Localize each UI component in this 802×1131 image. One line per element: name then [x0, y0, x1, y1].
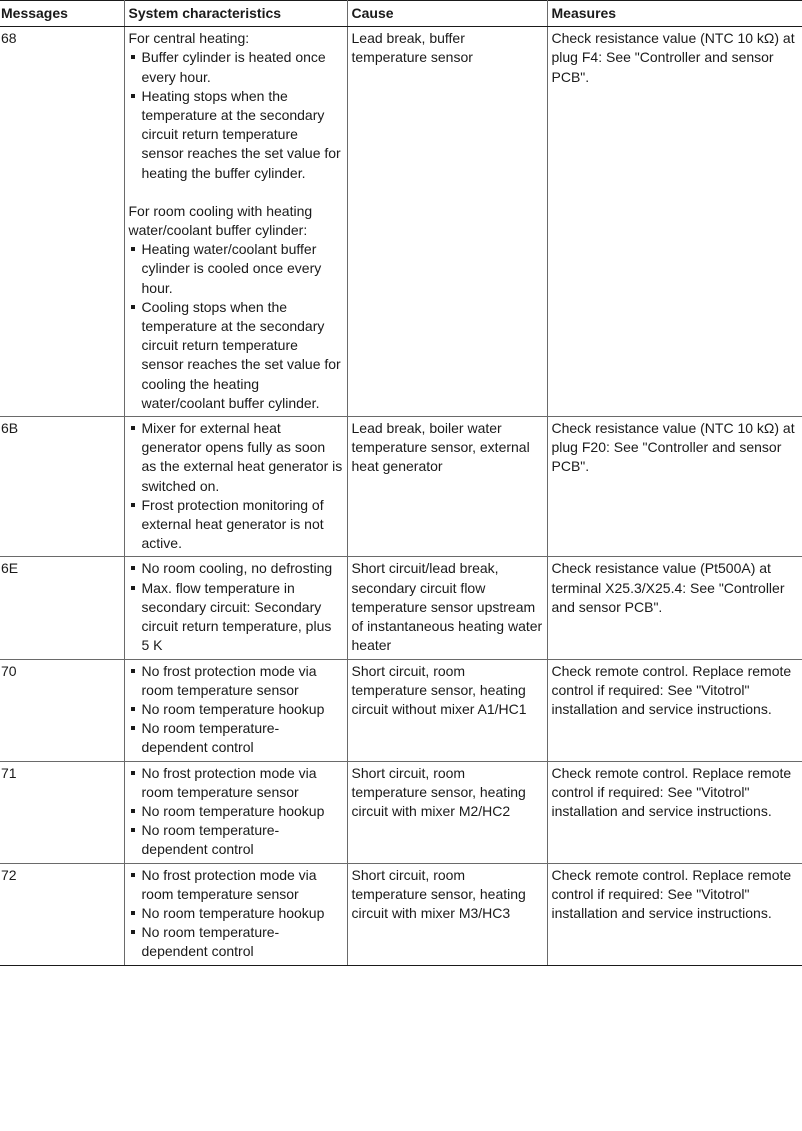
cause-cell: Lead break, buffer temperature sensor [347, 27, 547, 417]
table-header [0, 1, 802, 27]
system-characteristics-cell [124, 761, 347, 863]
measures-cell: Check remote control. Replace remote control if required: See "Vitotrol" installation and service instructions. [547, 863, 802, 965]
system-characteristics-cell [124, 863, 347, 965]
table-row [0, 659, 802, 761]
list-item: No room temperature hookup [129, 802, 343, 821]
list-item: No frost protection mode via room temperature sensor [129, 866, 343, 904]
cause-cell: Short circuit/lead break, secondary circuit flow temperature sensor upstream of instantaneous heating water heater [347, 557, 547, 659]
header-system-characteristics: System characteristics [124, 1, 347, 27]
characteristics-list [129, 48, 343, 182]
list-item: Cooling stops when the temperature at the secondary circuit return temperature sensor reaches the set value for cooling the heating water/coolant buffer cylinder. [129, 298, 343, 413]
list-item: Heating water/coolant buffer cylinder is cooled once every hour. [129, 240, 343, 298]
system-characteristics-cell [124, 659, 347, 761]
measures-cell: Check remote control. Replace remote control if required: See "Vitotrol" installation and service instructions. [547, 659, 802, 761]
list-item: No room temperature-dependent control [129, 719, 343, 757]
message-code: 72 [0, 863, 124, 965]
message-code: 70 [0, 659, 124, 761]
characteristics-intro: For central heating: [128, 30, 250, 47]
list-item: No room temperature hookup [129, 904, 343, 923]
message-code: 6B [0, 417, 124, 557]
table-row [0, 863, 802, 965]
message-code: 6E [0, 557, 124, 659]
cause-cell: Short circuit, room temperature sensor, heating circuit without mixer A1/HC1 [347, 659, 547, 761]
list-item: No room temperature-dependent control [129, 821, 343, 859]
list-item: No room temperature-dependent control [129, 923, 343, 961]
message-code: 68 [0, 27, 124, 417]
table-body [0, 27, 802, 965]
table-row [0, 27, 802, 417]
cause-cell: Short circuit, room temperature sensor, heating circuit with mixer M3/HC3 [347, 863, 547, 965]
list-item: No frost protection mode via room temperature sensor [129, 764, 343, 802]
cause-cell: Short circuit, room temperature sensor, heating circuit with mixer M2/HC2 [347, 761, 547, 863]
characteristics-list [129, 764, 343, 860]
list-item: Mixer for external heat generator opens fully as soon as the external heat generator is switched on. [129, 419, 343, 496]
header-row [0, 1, 802, 27]
cause-cell: Lead break, boiler water temperature sensor, external heat generator [347, 417, 547, 557]
table-row [0, 557, 802, 659]
measures-cell: Check remote control. Replace remote control if required: See "Vitotrol" installation and service instructions. [547, 761, 802, 863]
list-item: No frost protection mode via room temperature sensor [129, 662, 343, 700]
list-item: Frost protection monitoring of external heat generator is not active. [129, 496, 343, 554]
header-cause: Cause [347, 1, 547, 27]
header-measures: Measures [547, 1, 802, 27]
measures-cell: Check resistance value (Pt500A) at terminal X25.3/X25.4: See "Controller and sensor PCB". [547, 557, 802, 659]
system-characteristics-cell [124, 557, 347, 659]
characteristics-list [129, 662, 343, 758]
list-item: No room temperature hookup [129, 700, 343, 719]
characteristics-list [129, 419, 343, 553]
characteristics-list [129, 240, 343, 413]
characteristics-intro: For room cooling with heating water/coolant buffer cylinder: [128, 202, 313, 239]
system-characteristics-cell [124, 417, 347, 557]
message-code: 71 [0, 761, 124, 863]
characteristics-list [129, 866, 343, 962]
measures-cell: Check resistance value (NTC 10 kΩ) at plug F4: See "Controller and sensor PCB". [547, 27, 802, 417]
measures-cell: Check resistance value (NTC 10 kΩ) at plug F20: See "Controller and sensor PCB". [547, 417, 802, 557]
list-item: Buffer cylinder is heated once every hour. [129, 48, 343, 86]
list-item: Heating stops when the temperature at the secondary circuit return temperature sensor reaches the set value for heating the buffer cylinder. [129, 87, 343, 183]
system-characteristics-cell [124, 27, 347, 417]
table-row [0, 417, 802, 557]
list-item: Max. flow temperature in secondary circuit: Secondary circuit return temperature, plus 5 K [129, 579, 343, 656]
table-row [0, 761, 802, 863]
characteristics-list [129, 559, 343, 655]
list-item: No room cooling, no defrosting [129, 559, 343, 578]
header-messages: Messages [0, 1, 124, 27]
